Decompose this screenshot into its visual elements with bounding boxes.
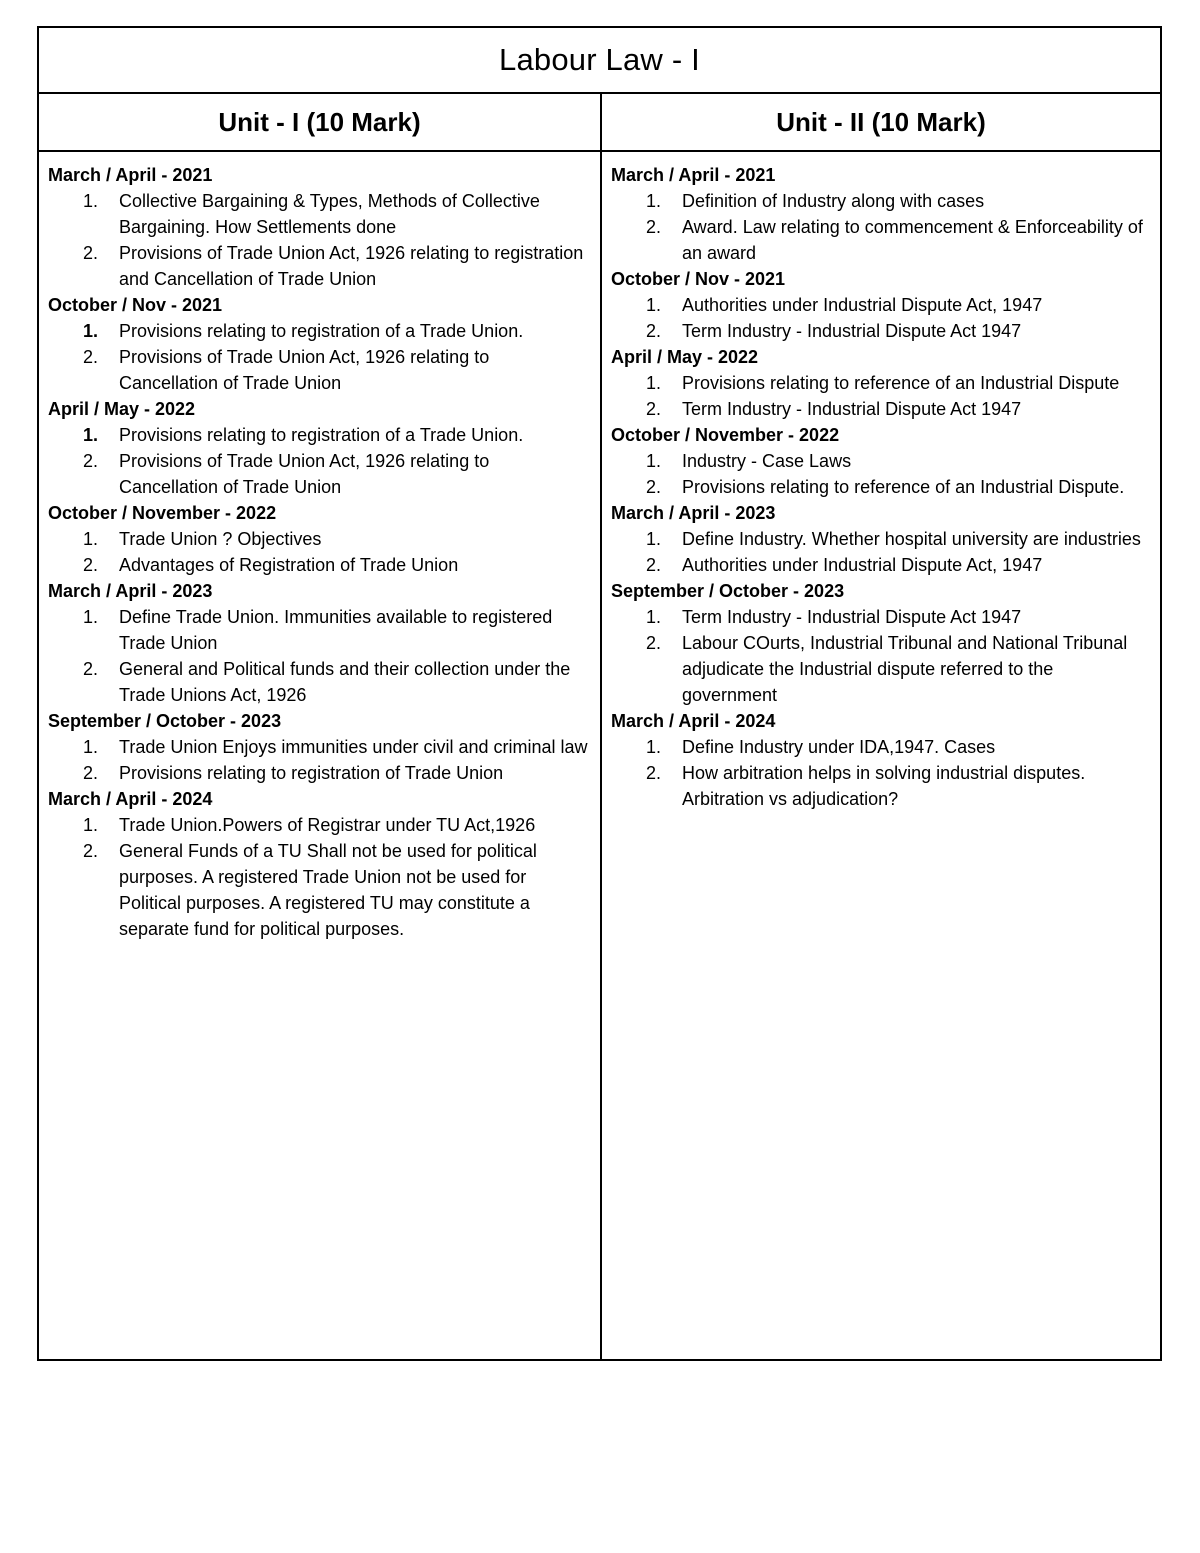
- question-item: Provisions relating to registration of a Trade Union.: [119, 425, 524, 445]
- question-item: Term Industry - Industrial Dispute Act 1947: [682, 607, 1022, 627]
- question-list: [611, 188, 1152, 266]
- question-item: Industry - Case Laws: [682, 451, 852, 471]
- question-item: Trade Union ? Objectives: [119, 529, 322, 549]
- question-list: [611, 604, 1152, 708]
- session-label: April / May - 2022: [611, 347, 759, 367]
- session-label: October / November - 2022: [48, 503, 277, 523]
- question-item: Labour COurts, Industrial Tribunal and National Tribunal adjudicate the Industrial dispute referred to the government: [682, 633, 1128, 705]
- question-item: General and Political funds and their collection under the Trade Unions Act, 1926: [119, 659, 571, 705]
- question-item: Provisions of Trade Union Act, 1926 relating to Cancellation of Trade Union: [119, 451, 490, 497]
- question-list: [611, 292, 1152, 344]
- question-item: Provisions relating to reference of an Industrial Dispute: [682, 373, 1120, 393]
- question-item: Trade Union.Powers of Registrar under TU Act,1926: [119, 815, 536, 835]
- session-label: March / April - 2023: [48, 581, 213, 601]
- session-label: March / April - 2024: [611, 711, 776, 731]
- session-label: March / April - 2021: [48, 165, 213, 185]
- unit-1-heading: Unit - I (10 Mark): [39, 94, 600, 152]
- session-label: October / November - 2022: [611, 425, 840, 445]
- question-item: Definition of Industry along with cases: [682, 191, 985, 211]
- question-item: Authorities under Industrial Dispute Act, 1947: [682, 555, 1043, 575]
- question-list: [48, 318, 592, 396]
- question-item: Provisions relating to reference of an Industrial Dispute.: [682, 477, 1125, 497]
- question-list: [611, 370, 1152, 422]
- session-label: March / April - 2024: [48, 789, 213, 809]
- question-list: [611, 448, 1152, 500]
- question-item: Provisions of Trade Union Act, 1926 relating to registration and Cancellation of Trade Union: [119, 243, 584, 289]
- question-list: [48, 812, 592, 942]
- session-label: October / Nov - 2021: [611, 269, 786, 289]
- question-item: Provisions relating to registration of Trade Union: [119, 763, 504, 783]
- session-label: March / April - 2021: [611, 165, 776, 185]
- session-label: April / May - 2022: [48, 399, 196, 419]
- question-list: [48, 422, 592, 500]
- question-item: How arbitration helps in solving industrial disputes. Arbitration vs adjudication?: [682, 763, 1086, 809]
- question-item: Define Trade Union. Immunities available to registered Trade Union: [119, 607, 553, 653]
- question-item: General Funds of a TU Shall not be used for political purposes. A registered Trade Union not be used for Political purposes. A registered TU may constitute a separate fund for political purposes.: [119, 841, 537, 939]
- question-list: [48, 734, 592, 786]
- unit-1-column: [39, 94, 602, 1359]
- session-label: March / April - 2023: [611, 503, 776, 523]
- question-item: Provisions relating to registration of a Trade Union.: [119, 321, 524, 341]
- question-list: [48, 526, 592, 578]
- question-item: Define Industry. Whether hospital university are industries: [682, 529, 1141, 549]
- question-item: Award. Law relating to commencement & Enforceability of an award: [682, 217, 1143, 263]
- question-item: Advantages of Registration of Trade Union: [119, 555, 459, 575]
- unit-2-heading: Unit - II (10 Mark): [602, 94, 1160, 152]
- units-row: [39, 94, 1160, 1359]
- document-title: Labour Law - I: [39, 28, 1160, 94]
- unit-2-column: [602, 94, 1160, 1359]
- question-item: Trade Union Enjoys immunities under civil and criminal law: [119, 737, 588, 757]
- session-label: September / October - 2023: [48, 711, 282, 731]
- question-list: [48, 188, 592, 292]
- question-item: Term Industry - Industrial Dispute Act 1947: [682, 399, 1022, 419]
- question-list: [48, 604, 592, 708]
- question-item: Collective Bargaining & Types, Methods of Collective Bargaining. How Settlements done: [119, 191, 540, 237]
- question-table: [37, 26, 1162, 1361]
- question-list: [611, 734, 1152, 812]
- question-list: [611, 526, 1152, 578]
- unit-2-sessions: [602, 152, 1160, 812]
- session-label: September / October - 2023: [611, 581, 845, 601]
- question-item: Provisions of Trade Union Act, 1926 relating to Cancellation of Trade Union: [119, 347, 490, 393]
- unit-1-sessions: [39, 152, 600, 942]
- session-label: October / Nov - 2021: [48, 295, 223, 315]
- question-item: Term Industry - Industrial Dispute Act 1947: [682, 321, 1022, 341]
- question-item: Authorities under Industrial Dispute Act, 1947: [682, 295, 1043, 315]
- question-item: Define Industry under IDA,1947. Cases: [682, 737, 996, 757]
